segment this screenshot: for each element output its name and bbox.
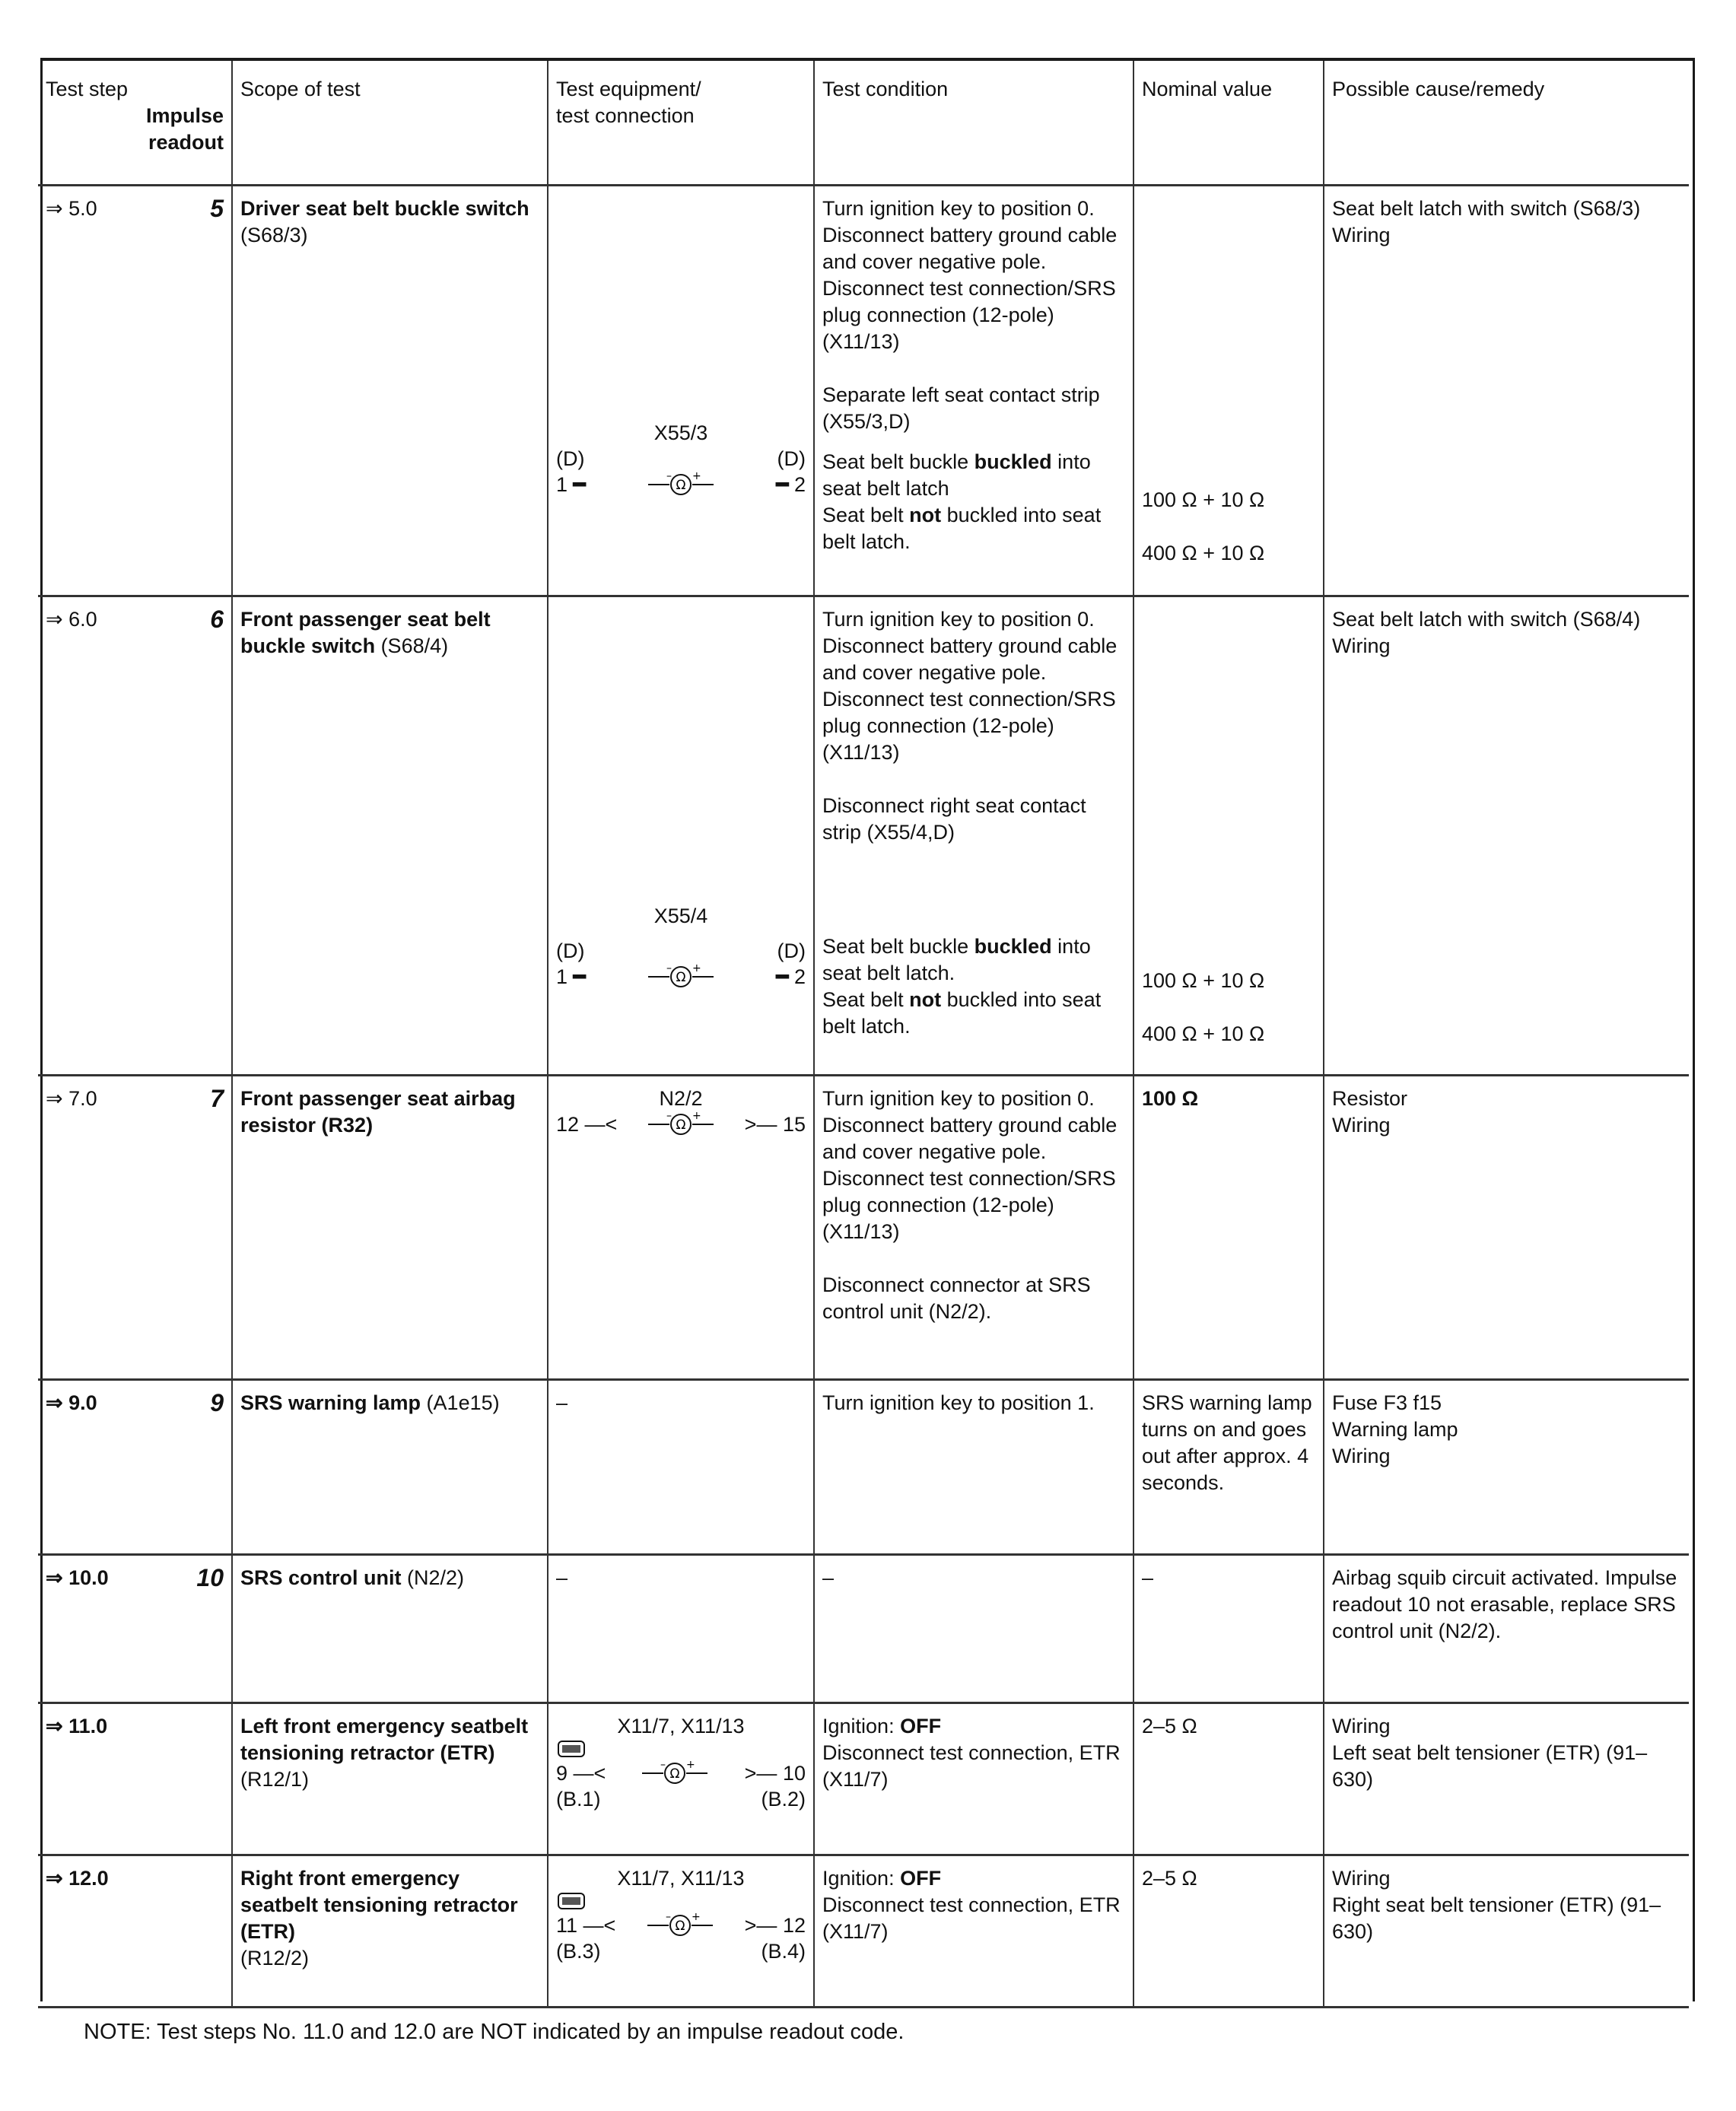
equipment-cell (548, 596, 814, 1076)
ohmmeter-icon (647, 472, 715, 498)
condition-cell: – (814, 1555, 1133, 1703)
header-equipment: Test equipment/ test connection (548, 61, 814, 186)
step-cell: ⇒ 6.0 6 (38, 596, 232, 1076)
ohmmeter-icon (646, 1912, 714, 1938)
condition-cell: Ignition: OFF Disconnect test connection, ETR (X11/7) (814, 1703, 1133, 1855)
scope-cell: SRS control unit (N2/2) (232, 1555, 548, 1703)
ohmmeter-icon (647, 964, 715, 990)
step-cell: ⇒ 10.0 10 (38, 1555, 232, 1703)
step-cell: ⇒ 12.0 (38, 1855, 232, 2008)
table-header (38, 61, 1689, 186)
condition-cell: Turn ignition key to position 0. Disconnect battery ground cable and cover negative pole. Disconnect test connection/SRS plug connection (12-pole) (X11/13) Disconnect right seat contact strip (X55/4,D) Seat belt buckle buckled into seat belt latch. Seat belt not buckled into seat belt latch. (814, 596, 1133, 1076)
header-test-step: Test step Impulse readout (38, 61, 232, 186)
svg-text:+: + (691, 1912, 701, 1923)
remedy-cell: Seat belt latch with switch (S68/4) Wiring (1324, 596, 1689, 1076)
remedy-cell: Airbag squib circuit activated. Impulse readout 10 not erasable, replace SRS control unit (N2/2). (1324, 1555, 1689, 1703)
ohmmeter-diagram: X55/4 (D) (D) 1 ━ Ω – + ━ 2 (556, 904, 806, 988)
condition-cell: Turn ignition key to position 1. (814, 1380, 1133, 1555)
nominal-cell: 2–5 Ω (1133, 1703, 1324, 1855)
footnote: NOTE: Test steps No. 11.0 and 12.0 are NOT indicated by an impulse readout code. (84, 2020, 905, 2044)
ohmmeter-icon (641, 1760, 709, 1786)
nominal-cell: 100 Ω + 10 Ω 400 Ω + 10 Ω (1133, 596, 1324, 1076)
equipment-cell (548, 1703, 814, 1855)
svg-text:–: – (665, 1912, 671, 1923)
nominal-cell: 100 Ω (1133, 1076, 1324, 1380)
equipment-cell (548, 1855, 814, 2008)
remedy-cell: Wiring Left seat belt tensioner (ETR) (91–630) (1324, 1703, 1689, 1855)
nominal-cell: 100 Ω + 10 Ω 400 Ω + 10 Ω (1133, 186, 1324, 596)
step-cell: ⇒ 5.0 5 (38, 186, 232, 596)
svg-text:–: – (660, 1760, 666, 1771)
header-condition: Test condition (814, 61, 1133, 186)
condition-cell: Turn ignition key to position 0. Disconnect battery ground cable and cover negative pole. Disconnect test connection/SRS plug connection (12-pole) (X11/13) Separate left seat contact strip (X55/3,D) Seat belt buckle buckled into seat belt latch Seat belt not buckled into seat belt latch. (814, 186, 1133, 596)
header-scope: Scope of test (232, 61, 548, 186)
scope-cell: Left front emergency seatbelt tensioning retractor (ETR) (R12/1) (232, 1703, 548, 1855)
scope-cell: Driver seat belt buckle switch (S68/3) (232, 186, 548, 596)
scope-cell: SRS warning lamp (A1e15) (232, 1380, 548, 1555)
equipment-cell (548, 186, 814, 596)
svg-text:Ω: Ω (676, 970, 686, 985)
svg-text:+: + (692, 964, 701, 974)
condition-cell: Turn ignition key to position 0. Disconnect battery ground cable and cover negative pole. Disconnect test connection/SRS plug connection (12-pole) (X11/13) Disconnect connector at SRS control unit (N2/2). (814, 1076, 1133, 1380)
remedy-cell: Fuse F3 f15 Warning lamp Wiring (1324, 1380, 1689, 1555)
equipment-cell: – (548, 1380, 814, 1555)
remedy-cell: Resistor Wiring (1324, 1076, 1689, 1380)
svg-text:+: + (686, 1760, 696, 1771)
svg-text:Ω: Ω (676, 1117, 686, 1133)
remedy-cell: Wiring Right seat belt tensioner (ETR) (91–630) (1324, 1855, 1689, 2008)
table-row (38, 1703, 1689, 1855)
equipment-cell: – (548, 1555, 814, 1703)
step-cell: ⇒ 9.0 9 (38, 1380, 232, 1555)
scope-cell: Front passenger seat belt buckle switch (S68/4) (232, 596, 548, 1076)
test-table (38, 61, 1689, 2008)
svg-text:Ω: Ω (675, 1919, 685, 1934)
svg-text:+: + (692, 1111, 701, 1122)
table-row (38, 1076, 1689, 1380)
svg-text:–: – (666, 1111, 672, 1122)
svg-text:–: – (666, 472, 672, 482)
table-row (38, 186, 1689, 596)
step-cell: ⇒ 11.0 (38, 1703, 232, 1855)
svg-text:Ω: Ω (669, 1766, 680, 1782)
svg-text:+: + (692, 472, 701, 482)
ohmmeter-icon (647, 1111, 715, 1137)
table-row (38, 596, 1689, 1076)
nominal-cell: – (1133, 1555, 1324, 1703)
scope-cell: Front passenger seat airbag resistor (R32) (232, 1076, 548, 1380)
ohmmeter-diagram: X11/7, X11/13 9 —< Ω – + >— 10 (B.1) (B.2) (556, 1715, 806, 1811)
table-row (38, 1555, 1689, 1703)
ohmmeter-diagram: X11/7, X11/13 11 —< Ω – + >— 12 (B.3) (B.4) (556, 1867, 806, 1963)
nominal-cell: SRS warning lamp turns on and goes out after approx. 4 seconds. (1133, 1380, 1324, 1555)
equipment-cell (548, 1076, 814, 1380)
svg-text:–: – (666, 964, 672, 974)
connector-icon (556, 1739, 587, 1759)
remedy-cell: Seat belt latch with switch (S68/3) Wiring (1324, 186, 1689, 596)
table-row (38, 1855, 1689, 2008)
table-row (38, 1380, 1689, 1555)
scope-cell: Right front emergency seatbelt tensioning retractor (ETR) (R12/2) (232, 1855, 548, 2008)
step-cell: ⇒ 7.0 7 (38, 1076, 232, 1380)
header-nominal: Nominal value (1133, 61, 1324, 186)
condition-cell: Ignition: OFF Disconnect test connection, ETR (X11/7) (814, 1855, 1133, 2008)
ohmmeter-diagram: X55/3 (D) (D) 1 ━ Ω – + ━ 2 (556, 421, 806, 496)
ohmmeter-diagram: N2/2 12 —< Ω – + >— 15 (556, 1087, 806, 1136)
header-remedy: Possible cause/remedy (1324, 61, 1689, 186)
nominal-cell: 2–5 Ω (1133, 1855, 1324, 2008)
svg-text:Ω: Ω (676, 478, 686, 493)
connector-icon (556, 1891, 587, 1911)
